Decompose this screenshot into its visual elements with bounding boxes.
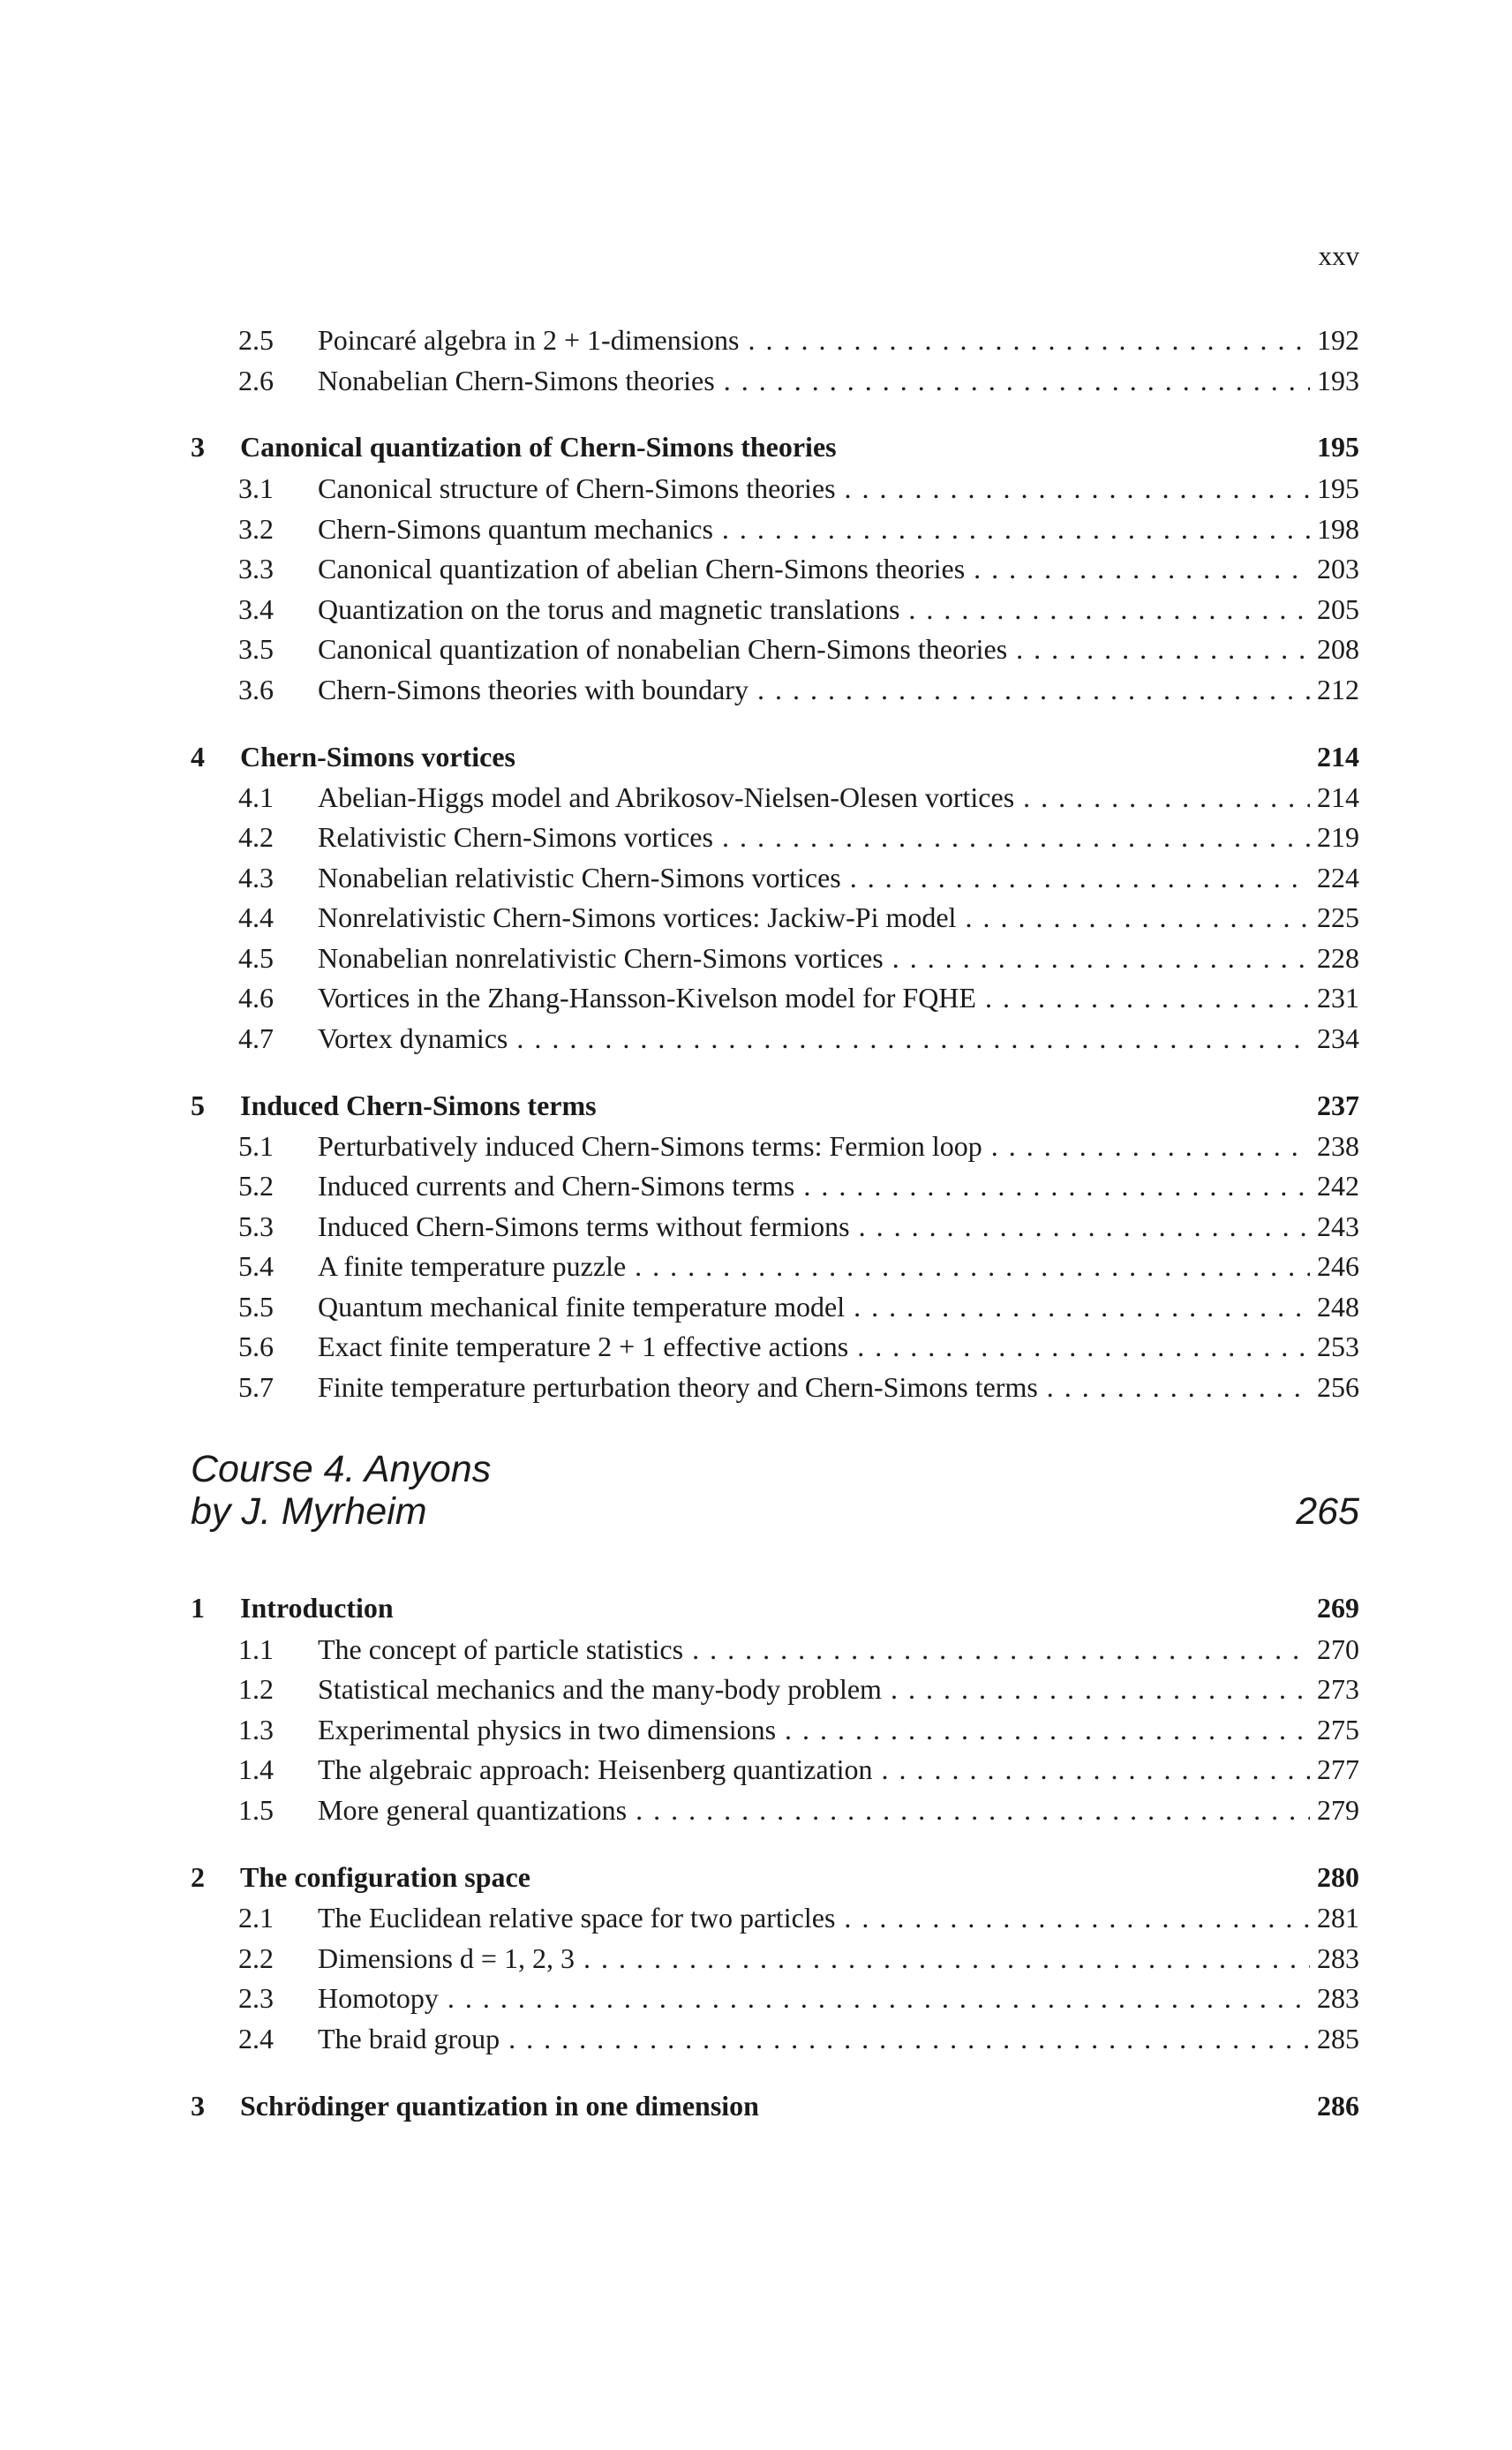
toc-entry-3-5[interactable]: 3.5 Canonical quantization of nonabelian Chern-Simons theories . . . 208 — [238, 633, 1359, 672]
toc-entry-page: 270 — [1310, 1633, 1359, 1666]
toc-section-c4-2[interactable]: 2 The configuration space 280 — [191, 1861, 1359, 1893]
toc-entry-page: 234 — [1310, 1022, 1359, 1055]
toc-section-title: Chern-Simons vortices — [240, 741, 515, 773]
toc-entry-3-3[interactable]: 3.3 Canonical quantization of abelian Chern-Simons theories . . . 203 — [238, 553, 1359, 592]
toc-entry-page: 248 — [1310, 1291, 1359, 1323]
toc-entry-4-6[interactable]: 4.6 Vortices in the Zhang-Hansson-Kivelson model for FQHE . . . 231 — [238, 982, 1359, 1021]
toc-entry-page: 198 — [1310, 513, 1359, 546]
toc-entry-4-2[interactable]: 4.2 Relativistic Chern-Simons vortices . . . 219 — [238, 821, 1359, 860]
toc-section-title: Canonical quantization of Chern-Simons theories — [240, 431, 837, 463]
toc-entry-c4-1-3[interactable]: 1.3 Experimental physics in two dimensions . . . 275 — [238, 1714, 1359, 1753]
toc-section-3[interactable]: 3 Canonical quantization of Chern-Simons theories 195 — [191, 431, 1359, 463]
toc-entry-3-2[interactable]: 3.2 Chern-Simons quantum mechanics . . . 198 — [238, 513, 1359, 552]
toc-entry-title: A finite temperature puzzle — [318, 1250, 635, 1283]
toc-section-page: 269 — [1317, 1592, 1359, 1624]
toc-entry-2-6[interactable]: 2.6 Nonabelian Chern-Simons theories . . . 193 — [238, 365, 1359, 403]
toc-entry-5-3[interactable]: 5.3 Induced Chern-Simons terms without fermions . . . 243 — [238, 1210, 1359, 1249]
toc-entry-title: More general quantizations — [318, 1794, 636, 1827]
toc-entry-c4-2-4[interactable]: 2.4 The braid group . . . 285 — [238, 2023, 1359, 2062]
toc-section-4[interactable]: 4 Chern-Simons vortices 214 — [191, 741, 1359, 773]
toc-entry-title: The braid group — [318, 2023, 508, 2055]
toc-entry-page: 253 — [1310, 1331, 1359, 1363]
toc-entry-title: Finite temperature perturbation theory and Chern-Simons terms — [318, 1371, 1047, 1404]
toc-entry-page: 277 — [1310, 1753, 1359, 1786]
toc-entry-page: 212 — [1310, 674, 1359, 706]
toc-entry-title: Canonical structure of Chern-Simons theories — [318, 472, 845, 505]
toc-section-title: Induced Chern-Simons terms — [240, 1089, 597, 1121]
toc-section-page: 214 — [1317, 741, 1359, 773]
toc-entry-title: Vortices in the Zhang-Hansson-Kivelson model for FQHE — [318, 982, 985, 1014]
toc-section-page: 195 — [1317, 431, 1359, 463]
toc-entry-c4-2-3[interactable]: 2.3 Homotopy . . . 283 — [238, 1982, 1359, 2021]
toc-entry-page: 231 — [1310, 982, 1359, 1014]
course-title: Course 4. Anyons — [191, 1448, 492, 1490]
toc-entry-title: Induced Chern-Simons terms without fermions — [318, 1210, 859, 1243]
toc-entry-page: 281 — [1310, 1902, 1359, 1934]
toc-entry-c4-1-1[interactable]: 1.1 The concept of particle statistics . . . 270 — [238, 1633, 1359, 1672]
toc-entry-page: 225 — [1310, 901, 1359, 934]
toc-entry-title: Poincaré algebra in 2 + 1-dimensions — [318, 324, 748, 357]
toc-entry-5-7[interactable]: 5.7 Finite temperature perturbation theory and Chern-Simons terms . . . 256 — [238, 1371, 1359, 1410]
toc-entry-title: The concept of particle statistics — [318, 1633, 692, 1666]
toc-entry-c4-1-5[interactable]: 1.5 More general quantizations . . . 279 — [238, 1794, 1359, 1833]
toc-entry-page: 193 — [1310, 365, 1359, 397]
toc-entry-page: 192 — [1310, 324, 1359, 357]
toc-entry-title: Dimensions d = 1, 2, 3 — [318, 1942, 583, 1975]
toc-entry-5-5[interactable]: 5.5 Quantum mechanical finite temperature model . . . 248 — [238, 1291, 1359, 1330]
toc-entry-5-1[interactable]: 5.1 Perturbatively induced Chern-Simons terms: Fermion loop . . . 238 — [238, 1130, 1359, 1169]
toc-entry-3-1[interactable]: 3.1 Canonical structure of Chern-Simons theories . . . 195 — [238, 472, 1359, 511]
toc-entry-4-7[interactable]: 4.7 Vortex dynamics . . . 234 — [238, 1022, 1359, 1061]
toc-entry-title: Canonical quantization of nonabelian Chern-Simons theories — [318, 633, 1016, 666]
toc-entry-4-1[interactable]: 4.1 Abelian-Higgs model and Abrikosov-Nielsen-Olesen vortices . . . 214 — [238, 781, 1359, 820]
toc-entry-title: Relativistic Chern-Simons vortices — [318, 821, 722, 854]
toc-entry-page: 246 — [1310, 1250, 1359, 1283]
toc-entry-title: The Euclidean relative space for two particles — [318, 1902, 844, 1934]
toc-entry-page: 224 — [1310, 862, 1359, 894]
toc-entry-title: Nonabelian relativistic Chern-Simons vortices — [318, 862, 850, 894]
toc-entry-2-5[interactable]: 2.5 Poincaré algebra in 2 + 1-dimensions . . . 192 — [238, 324, 1359, 363]
toc-entry-4-3[interactable]: 4.3 Nonabelian relativistic Chern-Simons vortices . . . 224 — [238, 862, 1359, 901]
toc-entry-title: Abelian-Higgs model and Abrikosov-Nielsen-Olesen vortices — [318, 781, 1023, 814]
toc-entry-5-6[interactable]: 5.6 Exact finite temperature 2 + 1 effective actions . . . 253 — [238, 1331, 1359, 1369]
toc-entry-4-5[interactable]: 4.5 Nonabelian nonrelativistic Chern-Simons vortices . . . 228 — [238, 942, 1359, 981]
toc-entry-3-6[interactable]: 3.6 Chern-Simons theories with boundary . . . 212 — [238, 674, 1359, 712]
toc-entry-c4-2-2[interactable]: 2.2 Dimensions d = 1, 2, 3 . . . 283 — [238, 1942, 1359, 1981]
toc-section-c4-3[interactable]: 3 Schrödinger quantization in one dimension 286 — [191, 2090, 1359, 2122]
toc-entry-title: Nonabelian nonrelativistic Chern-Simons vortices — [318, 942, 892, 975]
toc-entry-title: Nonabelian Chern-Simons theories — [318, 365, 724, 397]
toc-entry-4-4[interactable]: 4.4 Nonrelativistic Chern-Simons vortices: Jackiw-Pi model . . . 225 — [238, 901, 1359, 940]
toc-entry-page: 283 — [1310, 1982, 1359, 2015]
toc-section-page: 237 — [1317, 1089, 1359, 1121]
toc-entry-page: 275 — [1310, 1714, 1359, 1746]
toc-entry-page: 285 — [1310, 2023, 1359, 2055]
toc-entry-page: 243 — [1310, 1210, 1359, 1243]
toc-entry-title: Canonical quantization of abelian Chern-Simons theories — [318, 553, 974, 585]
toc-entry-page: 214 — [1310, 781, 1359, 814]
toc-entry-title: Experimental physics in two dimensions — [318, 1714, 785, 1746]
toc-entry-page: 273 — [1310, 1673, 1359, 1706]
toc-entry-title: Nonrelativistic Chern-Simons vortices: Jackiw-Pi model — [318, 901, 965, 934]
toc-entry-5-4[interactable]: 5.4 A finite temperature puzzle . . . 246 — [238, 1250, 1359, 1289]
toc-entry-page: 219 — [1310, 821, 1359, 854]
toc-section-title: Introduction — [240, 1592, 394, 1624]
toc-entry-page: 203 — [1310, 553, 1359, 585]
toc-entry-title: Chern-Simons quantum mechanics — [318, 513, 722, 546]
course-author: by J. Myrheim — [191, 1490, 427, 1533]
toc-entry-title: Quantization on the torus and magnetic translations — [318, 593, 908, 626]
toc-entry-title: Vortex dynamics — [318, 1022, 516, 1055]
toc-entry-title: Homotopy — [318, 1982, 448, 2015]
toc-entry-page: 228 — [1310, 942, 1359, 975]
toc-entry-title: Quantum mechanical finite temperature model — [318, 1291, 854, 1323]
toc-entry-5-2[interactable]: 5.2 Induced currents and Chern-Simons terms . . . 242 — [238, 1170, 1359, 1209]
toc-section-5[interactable]: 5 Induced Chern-Simons terms 237 — [191, 1089, 1359, 1121]
course-page: 265 — [1296, 1490, 1359, 1533]
toc-entry-page: 256 — [1310, 1371, 1359, 1404]
page-number: xxv — [1318, 240, 1359, 271]
toc-section-page: 286 — [1317, 2090, 1359, 2122]
toc-section-c4-1[interactable]: 1 Introduction 269 — [191, 1592, 1359, 1624]
toc-entry-title: Induced currents and Chern-Simons terms — [318, 1170, 803, 1202]
toc-entry-title: Perturbatively induced Chern-Simons terms: Fermion loop — [318, 1130, 991, 1163]
toc-section-title: Schrödinger quantization in one dimension — [240, 2090, 759, 2122]
toc-section-page: 280 — [1317, 1861, 1359, 1893]
toc-entry-title: Exact finite temperature 2 + 1 effective actions — [318, 1331, 857, 1363]
toc-entry-c4-1-4[interactable]: 1.4 The algebraic approach: Heisenberg quantization . . . 277 — [238, 1753, 1359, 1792]
toc-entry-title: Statistical mechanics and the many-body problem — [318, 1673, 891, 1706]
toc-entry-page: 242 — [1310, 1170, 1359, 1202]
toc-entry-page: 238 — [1310, 1130, 1359, 1163]
toc-entry-page: 195 — [1310, 472, 1359, 505]
toc-entry-c4-2-1[interactable]: 2.1 The Euclidean relative space for two particles . . . 281 — [238, 1902, 1359, 1941]
toc-entry-c4-1-2[interactable]: 1.2 Statistical mechanics and the many-body problem . . . 273 — [238, 1673, 1359, 1712]
toc-entry-3-4[interactable]: 3.4 Quantization on the torus and magnetic translations . . . 205 — [238, 593, 1359, 632]
toc-entry-title: Chern-Simons theories with boundary — [318, 674, 757, 706]
toc-entry-page: 205 — [1310, 593, 1359, 626]
toc-entry-page: 283 — [1310, 1942, 1359, 1975]
toc-entry-title: The algebraic approach: Heisenberg quantization — [318, 1753, 881, 1786]
toc-section-title: The configuration space — [240, 1861, 530, 1893]
toc-entry-page: 279 — [1310, 1794, 1359, 1827]
toc-entry-page: 208 — [1310, 633, 1359, 666]
